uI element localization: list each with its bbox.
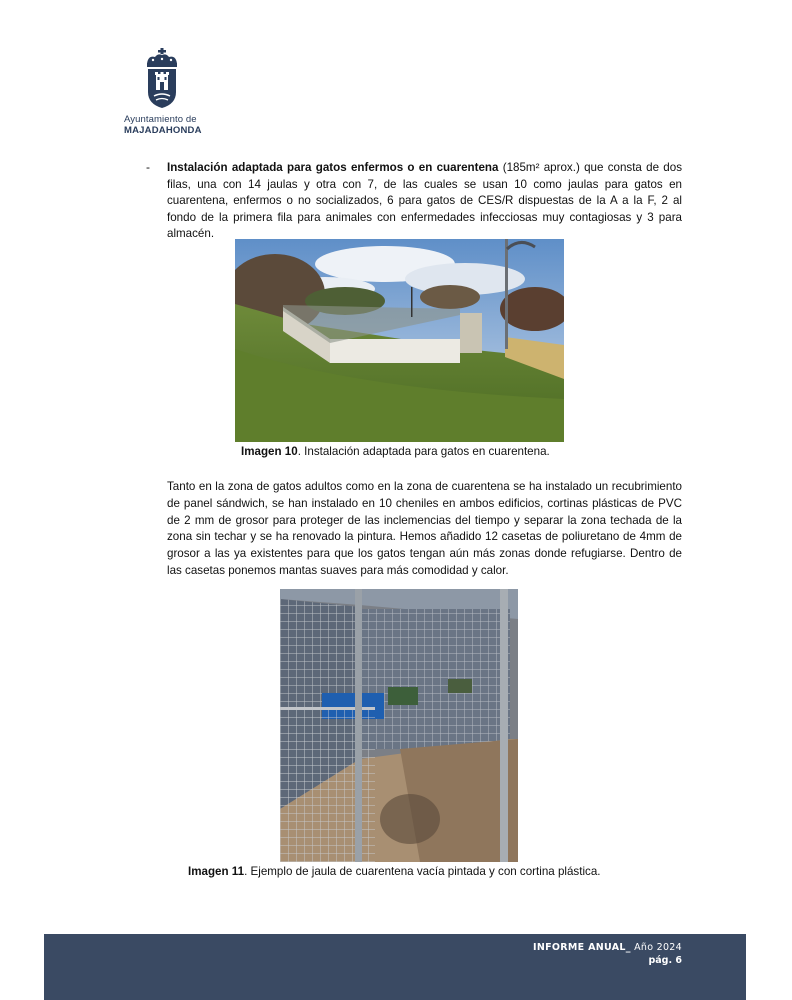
caption-image-10-label: Imagen 10 (241, 445, 298, 458)
bullet-dash: - (146, 160, 150, 174)
photo-quarantine-cage (280, 589, 518, 862)
municipal-logo (124, 48, 208, 136)
photo-quarantine-installation (235, 239, 564, 442)
coat-of-arms-icon (144, 48, 180, 110)
footer-year: Año 2024 (630, 942, 682, 953)
caption-image-10 (241, 445, 550, 458)
improvements-paragraph: Tanto en la zona de gatos adultos como en la zona de cuarentena se ha instalado un recubrimiento de panel sándwich, se han instalado en 10 cheniles en ambos edificios, cortinas plásticas de PVC de 2 mm de grosor para proteger de las inclemencias del tiempo y separar la zona techada de la zona sin techar y se ha renovado la pintura. Hemos añadido 12 casetas de poliuretano de 4mm de grosor a las ya existentes para que los gatos tengan aún más zonas donde refugiarse. Dentro de las casetas ponemos mantas suaves para más comodidad y calor. (167, 480, 682, 577)
footer-page-number: pág. 6 (648, 955, 682, 966)
page-footer (44, 934, 746, 1000)
caption-image-11 (188, 865, 600, 878)
quarantine-paragraph (167, 160, 682, 243)
logo-line-1: Ayuntamiento de (124, 114, 197, 125)
quarantine-title: Instalación adaptada para gatos enfermos o en cuarentena (167, 161, 499, 174)
caption-image-10-text: . Instalación adaptada para gatos en cuarentena. (297, 445, 550, 458)
quarantine-text: (185m² aprox.) que consta de dos filas, una con 14 jaulas y otra con 7, de las cuales se usan 10 como jaulas para gatos en cuarentena, enfermos o no socializados, 6 para gatos de CES/R dispuestas de la A a la F, 2 al fondo de la primera fila para animales con enfermedades infecciosas muy contagiosas y 3 para almacén. (167, 161, 682, 241)
logo-line-2: MAJADAHONDA (124, 125, 202, 136)
footer-report-title (533, 942, 682, 953)
caption-image-11-label: Imagen 11 (188, 865, 245, 878)
caption-image-11-text: . Ejemplo de jaula de cuarentena vacía pintada y con cortina plástica. (244, 865, 601, 878)
footer-report-label: INFORME ANUAL_ (533, 942, 631, 953)
bullet-item-quarantine (146, 160, 682, 243)
